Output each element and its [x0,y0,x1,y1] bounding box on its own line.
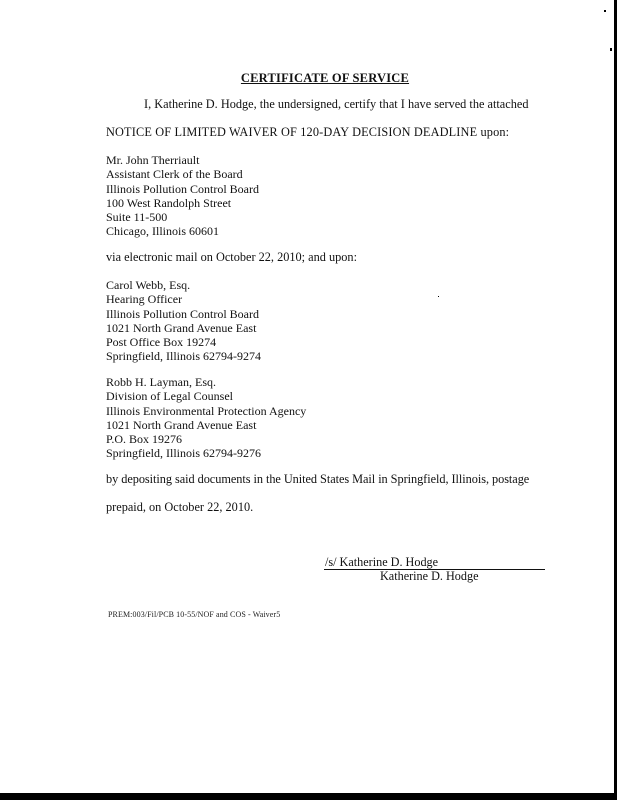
scan-speck [610,48,612,51]
recipient-block-1 [106,153,259,239]
deposit-text: by depositing said documents in the United States Mail in Springfield, Illinois, postage [106,472,530,486]
recipient-2-line: Illinois Pollution Control Board [106,306,260,321]
recipient-3-line: Division of Legal Counsel [106,389,233,404]
recipient-block-3 [106,375,306,461]
recipient-2-line: 1021 North Grand Avenue East [106,320,257,335]
recipient-1-line: Chicago, Illinois 60601 [106,224,219,239]
recipient-3-line: 1021 North Grand Avenue East [106,417,257,432]
intro-text: I, Katherine D. Hodge, the undersigned, certify that I have served the attached [144,97,529,111]
recipient-3-line: Springfield, Illinois 62794-9276 [106,446,261,461]
page-title: CERTIFICATE OF SERVICE [240,71,410,85]
recipient-1-line: Suite 11-500 [106,210,168,225]
scan-speck [438,296,439,297]
recipient-1-line: 100 West Randolph Street [106,195,232,210]
recipient-2-line: Carol Webb, Esq. [106,278,191,292]
scan-edge-bottom [0,793,617,800]
recipient-3-line: Robb H. Layman, Esq. [106,375,216,389]
recipient-1-line: Assistant Clerk of the Board [106,167,243,182]
recipient-1-line: Illinois Pollution Control Board [106,181,260,196]
recipient-2-line: Springfield, Illinois 62794-9274 [106,349,261,364]
via-text: via electronic mail on October 22, 2010; and upon: [106,250,357,264]
recipient-2-line: Post Office Box 19274 [106,335,217,350]
recipient-block-2 [106,278,261,364]
notice-text: NOTICE OF LIMITED WAIVER OF 120-DAY DECISION DEADLINE upon: [106,125,510,139]
recipient-3-line: Illinois Environmental Protection Agency [106,403,307,418]
scan-speck [604,10,606,12]
signature-line: /s/ Katherine D. Hodge [324,555,545,570]
recipient-1-line: Mr. John Therriault [106,153,200,167]
document-footer: PREM:003/Fil/PCB 10-55/NOF and COS - Waiver5 [108,610,281,619]
prepaid-text: prepaid, on October 22, 2010. [106,500,254,514]
signer-name: Katherine D. Hodge [380,569,479,583]
recipient-2-line: Hearing Officer [106,292,183,307]
recipient-3-line: P.O. Box 19276 [106,432,183,447]
